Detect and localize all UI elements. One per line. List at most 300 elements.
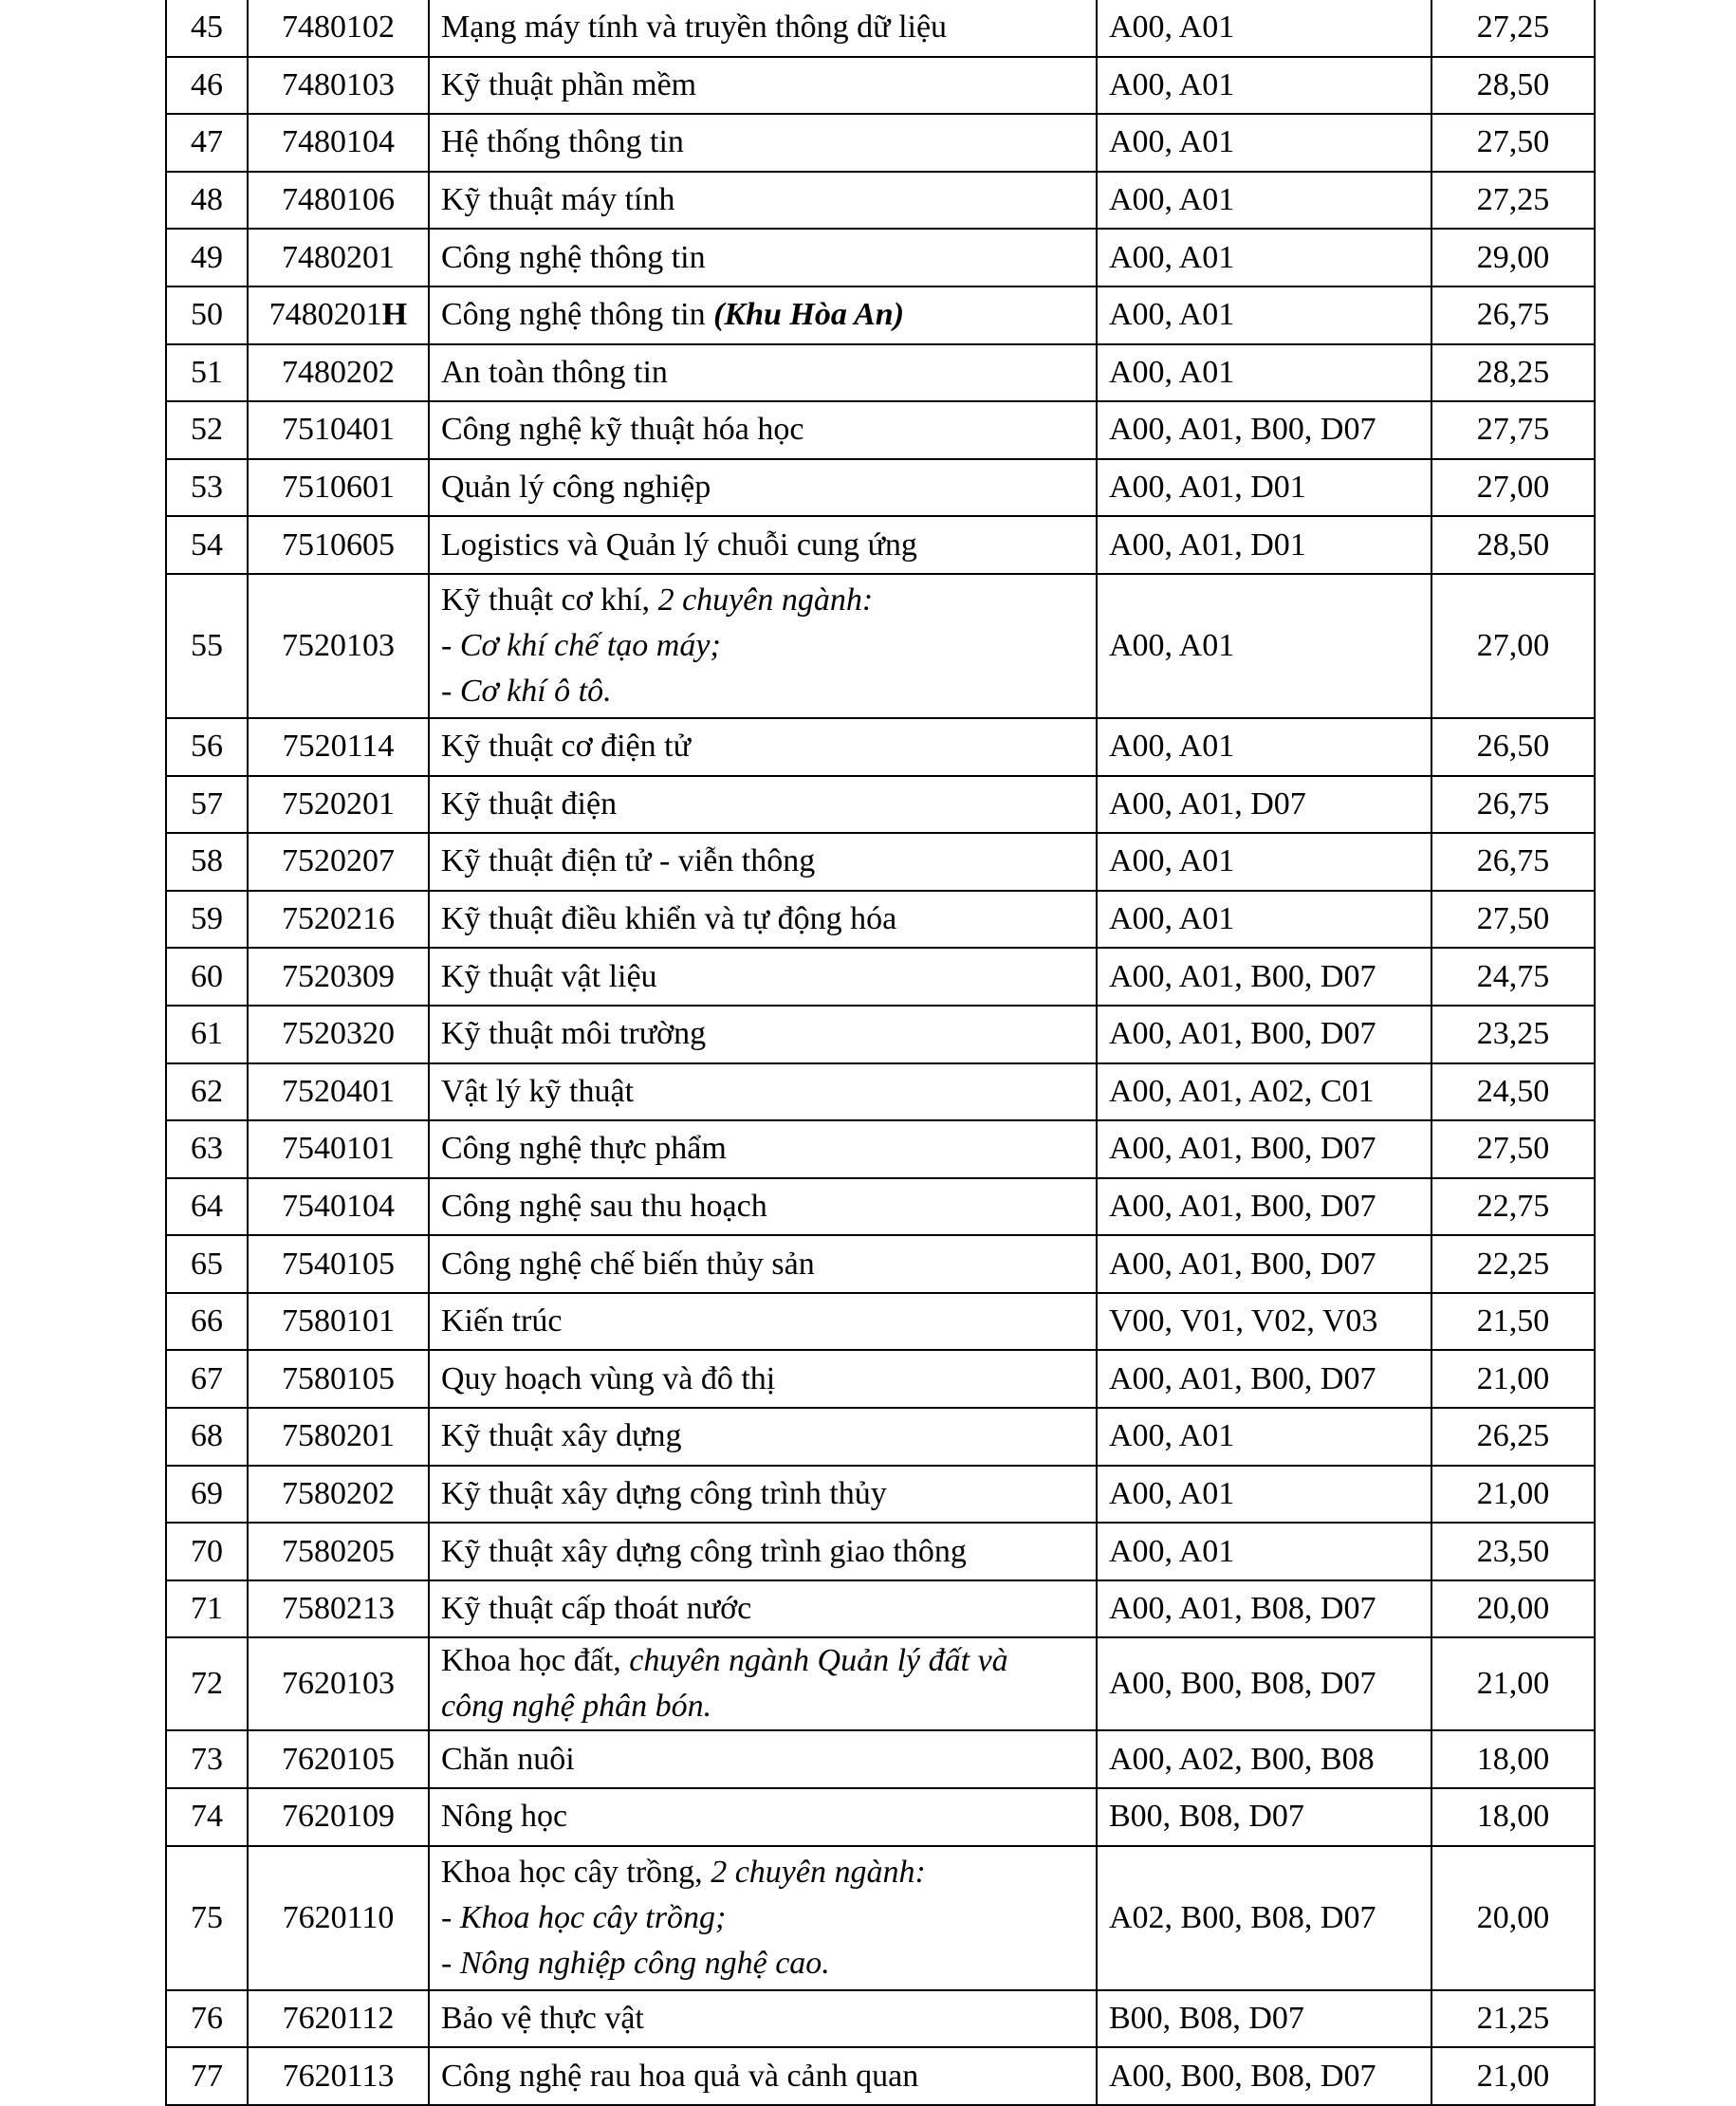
admission-score: 28,50 xyxy=(1476,66,1550,102)
major-code-cell xyxy=(248,1637,429,1730)
subject-combos: A00, A01, D01 xyxy=(1109,526,1306,563)
row-number: 64 xyxy=(191,1188,223,1224)
subject-combos-cell xyxy=(1097,286,1431,344)
subject-combos-cell xyxy=(1097,1408,1431,1466)
row-number-cell xyxy=(166,718,248,776)
score-cell xyxy=(1431,1788,1595,1846)
major-name-line xyxy=(441,1794,1084,1839)
score-cell xyxy=(1431,1730,1595,1788)
admission-score: 26,75 xyxy=(1476,843,1550,879)
row-number-cell xyxy=(166,1350,248,1408)
admission-score: 22,75 xyxy=(1476,1188,1550,1224)
admission-scores-table xyxy=(165,0,1596,2106)
row-number-cell xyxy=(166,286,248,344)
score-cell xyxy=(1431,1120,1595,1178)
major-name-line xyxy=(441,5,1084,50)
major-name-cell xyxy=(429,718,1097,776)
major-name-line xyxy=(441,235,1084,281)
score-cell xyxy=(1431,1846,1595,1990)
subject-combos-cell xyxy=(1097,833,1431,891)
subject-combos: B00, B08, D07 xyxy=(1109,2000,1304,2036)
subject-combos-cell xyxy=(1097,948,1431,1006)
subject-combos-cell xyxy=(1097,1990,1431,2048)
row-number-cell xyxy=(166,1523,248,1580)
major-name-cell xyxy=(429,114,1097,172)
major-name-line xyxy=(441,407,1084,453)
subject-combos-cell xyxy=(1097,1178,1431,1236)
major-name-cell xyxy=(429,57,1097,115)
major-name-cell xyxy=(429,344,1097,402)
table-row xyxy=(166,344,1595,402)
score-cell xyxy=(1431,574,1595,718)
major-code: 7520114 xyxy=(282,729,395,765)
score-cell xyxy=(1431,401,1595,459)
row-number-cell xyxy=(166,1063,248,1121)
admission-score: 23,25 xyxy=(1476,1016,1550,1052)
row-number-cell xyxy=(166,833,248,891)
subject-combos: A00, B00, B08, D07 xyxy=(1109,1666,1376,1702)
score-cell xyxy=(1431,1408,1595,1466)
subject-combos-cell xyxy=(1097,459,1431,517)
major-code-cell xyxy=(248,776,429,834)
major-name: Kỹ thuật phần mềm xyxy=(441,66,697,102)
major-name-cell xyxy=(429,1350,1097,1408)
major-code-cell xyxy=(248,57,429,115)
major-name: Bảo vệ thực vật xyxy=(441,2000,644,2036)
major-code-cell xyxy=(248,1990,429,2048)
major-code: 7520320 xyxy=(282,1016,395,1052)
row-number: 65 xyxy=(191,1246,223,1282)
major-code-cell xyxy=(248,1730,429,1788)
table-row xyxy=(166,1120,1595,1178)
major-code-suffix: H xyxy=(381,297,408,333)
subject-combos-cell xyxy=(1097,114,1431,172)
specialization-item: - Cơ khí ô tô. xyxy=(441,673,612,709)
table-row xyxy=(166,1408,1595,1466)
major-code-cell xyxy=(248,1846,429,1990)
table-row xyxy=(166,1523,1595,1580)
row-number: 76 xyxy=(191,2000,223,2036)
row-number: 74 xyxy=(191,1799,223,1835)
table-row xyxy=(166,1293,1595,1351)
major-name: Khoa học cây trồng, xyxy=(441,1854,711,1890)
score-cell xyxy=(1431,57,1595,115)
table-row xyxy=(166,172,1595,230)
major-code: 7580213 xyxy=(282,1591,395,1627)
subject-combos-cell xyxy=(1097,1846,1431,1990)
subject-combos-cell xyxy=(1097,1788,1431,1846)
major-name-line xyxy=(441,1996,1084,2041)
table-row xyxy=(166,1466,1595,1524)
row-number-cell xyxy=(166,1293,248,1351)
admission-score: 23,50 xyxy=(1476,1533,1550,1569)
row-number: 54 xyxy=(191,526,223,563)
row-number: 73 xyxy=(191,1741,223,1777)
row-number: 69 xyxy=(191,1475,223,1511)
score-cell xyxy=(1431,0,1595,57)
subject-combos: A00, A01 xyxy=(1109,66,1235,102)
major-name: Công nghệ kỹ thuật hóa học xyxy=(441,412,804,448)
major-code: 7580101 xyxy=(282,1303,395,1339)
subject-combos-cell xyxy=(1097,1235,1431,1293)
major-name-cell xyxy=(429,1408,1097,1466)
score-cell xyxy=(1431,891,1595,949)
subject-combos-cell xyxy=(1097,57,1431,115)
specialization-item: công nghệ phân bón. xyxy=(441,1689,712,1725)
major-name-line xyxy=(441,1413,1084,1459)
row-number-cell xyxy=(166,1408,248,1466)
major-code-cell xyxy=(248,1063,429,1121)
score-cell xyxy=(1431,1523,1595,1580)
subject-combos: A00, A01 xyxy=(1109,9,1235,46)
major-name-cell xyxy=(429,229,1097,286)
major-code: 7620112 xyxy=(282,2000,395,2036)
admission-score: 20,00 xyxy=(1476,1899,1550,1935)
major-code-cell xyxy=(248,1408,429,1466)
row-number: 47 xyxy=(191,124,223,160)
major-name: Kỹ thuật điều khiển và tự động hóa xyxy=(441,901,897,937)
major-name-note: chuyên ngành Quản lý đất và xyxy=(629,1643,1008,1679)
score-cell xyxy=(1431,286,1595,344)
subject-combos: A00, B00, B08, D07 xyxy=(1109,2058,1376,2094)
admission-score: 27,00 xyxy=(1476,627,1550,663)
score-cell xyxy=(1431,1350,1595,1408)
major-name: Kỹ thuật cơ khí, xyxy=(441,582,658,618)
table-row xyxy=(166,574,1595,718)
table-row xyxy=(166,1788,1595,1846)
row-number-cell xyxy=(166,172,248,230)
table-row xyxy=(166,0,1595,57)
major-name: Chăn nuôi xyxy=(441,1741,575,1777)
major-name-cell xyxy=(429,1990,1097,2048)
row-number-cell xyxy=(166,574,248,718)
major-name-cell xyxy=(429,1293,1097,1351)
subject-combos: A00, A01 xyxy=(1109,843,1235,879)
subject-combos-cell xyxy=(1097,1523,1431,1580)
major-code: 7580202 xyxy=(282,1475,395,1511)
row-number: 63 xyxy=(191,1131,223,1167)
major-code: 7510601 xyxy=(282,470,395,506)
major-name-line xyxy=(441,1299,1084,1344)
major-name: Công nghệ sau thu hoạch xyxy=(441,1188,767,1224)
subject-combos: A00, A01, B00, D07 xyxy=(1109,1246,1376,1282)
major-code-cell xyxy=(248,1580,429,1638)
major-name-cell xyxy=(429,2047,1097,2105)
major-code: 7540101 xyxy=(282,1131,395,1167)
row-number-cell xyxy=(166,891,248,949)
row-number: 50 xyxy=(191,297,223,333)
major-name-cell xyxy=(429,286,1097,344)
admission-score: 18,00 xyxy=(1476,1799,1550,1835)
major-campus-note: (Khu Hòa An) xyxy=(713,297,905,333)
subject-combos: A00, A01 xyxy=(1109,354,1235,390)
major-name-line xyxy=(441,1850,1084,1895)
major-code: 7620110 xyxy=(282,1899,395,1935)
major-code: 7520103 xyxy=(282,627,395,663)
subject-combos: A02, B00, B08, D07 xyxy=(1109,1899,1376,1935)
major-name-line xyxy=(441,523,1084,568)
major-code: 7520401 xyxy=(282,1073,395,1109)
subject-combos-cell xyxy=(1097,229,1431,286)
subject-combos: A00, A02, B00, B08 xyxy=(1109,1741,1375,1777)
subject-combos-cell xyxy=(1097,516,1431,574)
major-name-note: 2 chuyên ngành: xyxy=(711,1854,926,1890)
score-cell xyxy=(1431,1637,1595,1730)
admission-score: 27,75 xyxy=(1476,412,1550,448)
major-name: An toàn thông tin xyxy=(441,354,668,390)
subject-combos-cell xyxy=(1097,776,1431,834)
admission-score: 27,50 xyxy=(1476,901,1550,937)
row-number: 53 xyxy=(191,470,223,506)
major-name-cell xyxy=(429,776,1097,834)
major-code-cell xyxy=(248,1293,429,1351)
subject-combos: A00, A01 xyxy=(1109,1533,1235,1569)
subject-combos: A00, A01 xyxy=(1109,297,1235,333)
row-number-cell xyxy=(166,1788,248,1846)
admission-score: 27,25 xyxy=(1476,9,1550,46)
table-row xyxy=(166,1730,1595,1788)
subject-combos: V00, V01, V02, V03 xyxy=(1109,1303,1378,1339)
subject-combos-cell xyxy=(1097,718,1431,776)
subject-combos-cell xyxy=(1097,0,1431,57)
major-code-cell xyxy=(248,2047,429,2105)
major-name: Khoa học đất, xyxy=(441,1643,630,1679)
subject-combos: A00, A01, D01 xyxy=(1109,470,1306,506)
table-row xyxy=(166,776,1595,834)
major-name-line xyxy=(441,1184,1084,1229)
score-cell xyxy=(1431,1580,1595,1638)
major-name: Kỹ thuật vật liệu xyxy=(441,958,657,994)
admission-score: 26,75 xyxy=(1476,297,1550,333)
admission-score: 27,50 xyxy=(1476,1131,1550,1167)
major-code: 7480202 xyxy=(282,354,395,390)
admission-score: 26,75 xyxy=(1476,785,1550,822)
score-cell xyxy=(1431,1293,1595,1351)
major-code-cell xyxy=(248,1350,429,1408)
major-code-cell xyxy=(248,344,429,402)
row-number: 56 xyxy=(191,729,223,765)
subject-combos: A00, A01 xyxy=(1109,182,1235,218)
major-code: 7480102 xyxy=(282,9,395,46)
major-code: 7540104 xyxy=(282,1188,395,1224)
score-cell xyxy=(1431,1990,1595,2048)
row-number: 68 xyxy=(191,1418,223,1454)
major-name: Quản lý công nghiệp xyxy=(441,470,711,506)
major-name-cell xyxy=(429,948,1097,1006)
subject-combos: A00, A01 xyxy=(1109,901,1235,937)
major-name-cell xyxy=(429,891,1097,949)
major-name: Kỹ thuật máy tính xyxy=(441,182,675,218)
major-name: Logistics và Quản lý chuỗi cung ứng xyxy=(441,526,917,563)
subject-combos: A00, A01, D07 xyxy=(1109,785,1306,822)
row-number: 60 xyxy=(191,958,223,994)
major-code: 7580201 xyxy=(282,1418,395,1454)
major-name-cell xyxy=(429,833,1097,891)
major-code: 7540105 xyxy=(282,1246,395,1282)
row-number-cell xyxy=(166,2047,248,2105)
row-number: 51 xyxy=(191,354,223,390)
subject-combos: A00, A01 xyxy=(1109,729,1235,765)
score-cell xyxy=(1431,344,1595,402)
major-code-cell xyxy=(248,1523,429,1580)
major-name-line xyxy=(441,1638,1084,1684)
subject-combos-cell xyxy=(1097,1063,1431,1121)
major-name-line xyxy=(441,292,1084,338)
major-name-cell xyxy=(429,1788,1097,1846)
admission-score: 29,00 xyxy=(1476,239,1550,275)
subject-combos-cell xyxy=(1097,1006,1431,1063)
table-row xyxy=(166,2047,1595,2105)
table-row xyxy=(166,459,1595,517)
major-name-line xyxy=(441,2054,1084,2099)
major-name: Nông học xyxy=(441,1799,568,1835)
major-code: 7620105 xyxy=(282,1741,395,1777)
admission-score: 21,00 xyxy=(1476,2058,1550,2094)
major-code-cell xyxy=(248,172,429,230)
row-number-cell xyxy=(166,229,248,286)
table-row xyxy=(166,57,1595,115)
major-name-line xyxy=(441,465,1084,510)
major-code-cell xyxy=(248,1120,429,1178)
row-number-cell xyxy=(166,1846,248,1990)
subject-combos: A00, A01 xyxy=(1109,1418,1235,1454)
score-cell xyxy=(1431,1466,1595,1524)
major-name-cell xyxy=(429,1178,1097,1236)
major-code: 7520207 xyxy=(282,843,395,879)
major-code-cell xyxy=(248,948,429,1006)
row-number-cell xyxy=(166,1580,248,1638)
major-name-cell xyxy=(429,516,1097,574)
subject-combos-cell xyxy=(1097,1730,1431,1788)
major-code: 7510401 xyxy=(282,412,395,448)
major-name: Kỹ thuật cấp thoát nước xyxy=(441,1591,752,1627)
table-row xyxy=(166,718,1595,776)
row-number: 49 xyxy=(191,239,223,275)
major-name-line xyxy=(441,782,1084,827)
subject-combos: A00, A01, B08, D07 xyxy=(1109,1591,1376,1627)
subject-combos-cell xyxy=(1097,574,1431,718)
major-code-cell xyxy=(248,833,429,891)
subject-combos: A00, A01 xyxy=(1109,124,1235,160)
row-number: 70 xyxy=(191,1533,223,1569)
score-cell xyxy=(1431,114,1595,172)
major-name-line xyxy=(441,1242,1084,1287)
table-row xyxy=(166,1063,1595,1121)
specialization-item: - Nông nghiệp công nghệ cao. xyxy=(441,1945,830,1981)
row-number: 72 xyxy=(191,1666,223,1702)
major-name: Kỹ thuật xây dựng xyxy=(441,1418,682,1454)
major-name-cell xyxy=(429,1637,1097,1730)
row-number-cell xyxy=(166,948,248,1006)
row-number-cell xyxy=(166,1466,248,1524)
score-cell xyxy=(1431,718,1595,776)
score-cell xyxy=(1431,1178,1595,1236)
table-row xyxy=(166,891,1595,949)
major-name: Công nghệ thực phẩm xyxy=(441,1131,727,1167)
row-number-cell xyxy=(166,1006,248,1063)
major-name-cell xyxy=(429,1006,1097,1063)
major-name: Kỹ thuật xây dựng công trình giao thông xyxy=(441,1533,967,1569)
admission-score: 28,25 xyxy=(1476,354,1550,390)
row-number-cell xyxy=(166,1637,248,1730)
score-cell xyxy=(1431,948,1595,1006)
table-row xyxy=(166,1637,1595,1730)
row-number: 45 xyxy=(191,9,223,46)
table-row xyxy=(166,1580,1595,1638)
major-name-line xyxy=(441,896,1084,942)
major-name-cell xyxy=(429,1466,1097,1524)
major-name: Kỹ thuật điện xyxy=(441,785,618,822)
table-row xyxy=(166,1235,1595,1293)
major-name-cell xyxy=(429,401,1097,459)
subject-combos: A00, A01, B00, D07 xyxy=(1109,958,1376,994)
major-code: 7510605 xyxy=(282,526,395,563)
major-name-line xyxy=(441,724,1084,769)
admission-score: 24,50 xyxy=(1476,1073,1550,1109)
admission-score: 27,25 xyxy=(1476,182,1550,218)
major-name-cell xyxy=(429,574,1097,718)
major-code: 7620103 xyxy=(282,1666,395,1702)
major-name: Kỹ thuật điện tử - viễn thông xyxy=(441,843,816,879)
row-number: 61 xyxy=(191,1016,223,1052)
row-number-cell xyxy=(166,401,248,459)
major-code: 7480201 xyxy=(268,297,382,333)
major-code: 7480104 xyxy=(282,124,395,160)
score-cell xyxy=(1431,516,1595,574)
major-name-line xyxy=(441,1737,1084,1783)
major-code-cell xyxy=(248,574,429,718)
row-number: 57 xyxy=(191,785,223,822)
major-code-cell xyxy=(248,229,429,286)
subject-combos-cell xyxy=(1097,1580,1431,1638)
table-row xyxy=(166,286,1595,344)
score-cell xyxy=(1431,229,1595,286)
row-number-cell xyxy=(166,1178,248,1236)
subject-combos: A00, A01, B00, D07 xyxy=(1109,1016,1376,1052)
major-code-cell xyxy=(248,891,429,949)
major-name-cell xyxy=(429,1846,1097,1990)
major-name: Mạng máy tính và truyền thông dữ liệu xyxy=(441,9,948,46)
admission-score: 24,75 xyxy=(1476,958,1550,994)
table-row xyxy=(166,833,1595,891)
row-number-cell xyxy=(166,459,248,517)
major-code: 7480201 xyxy=(282,239,395,275)
score-cell xyxy=(1431,172,1595,230)
table-body xyxy=(166,0,1595,2105)
major-code: 7480103 xyxy=(282,66,395,102)
row-number: 52 xyxy=(191,412,223,448)
subject-combos-cell xyxy=(1097,344,1431,402)
admission-score: 21,50 xyxy=(1476,1303,1550,1339)
table-row xyxy=(166,1178,1595,1236)
subject-combos-cell xyxy=(1097,1120,1431,1178)
table-row xyxy=(166,229,1595,286)
table-row xyxy=(166,401,1595,459)
major-name-line xyxy=(441,578,1084,623)
row-number-cell xyxy=(166,114,248,172)
admission-score: 21,00 xyxy=(1476,1666,1550,1702)
row-number-cell xyxy=(166,776,248,834)
major-name-note: 2 chuyên ngành: xyxy=(657,582,874,618)
admission-score: 21,00 xyxy=(1476,1360,1550,1396)
major-code: 7580205 xyxy=(282,1533,395,1569)
major-name: Kỹ thuật môi trường xyxy=(441,1016,707,1052)
table-row xyxy=(166,1990,1595,2048)
major-name-cell xyxy=(429,459,1097,517)
major-name: Công nghệ thông tin xyxy=(441,297,714,333)
major-name-line xyxy=(441,839,1084,884)
subject-combos: A00, A01, B00, D07 xyxy=(1109,1188,1376,1224)
